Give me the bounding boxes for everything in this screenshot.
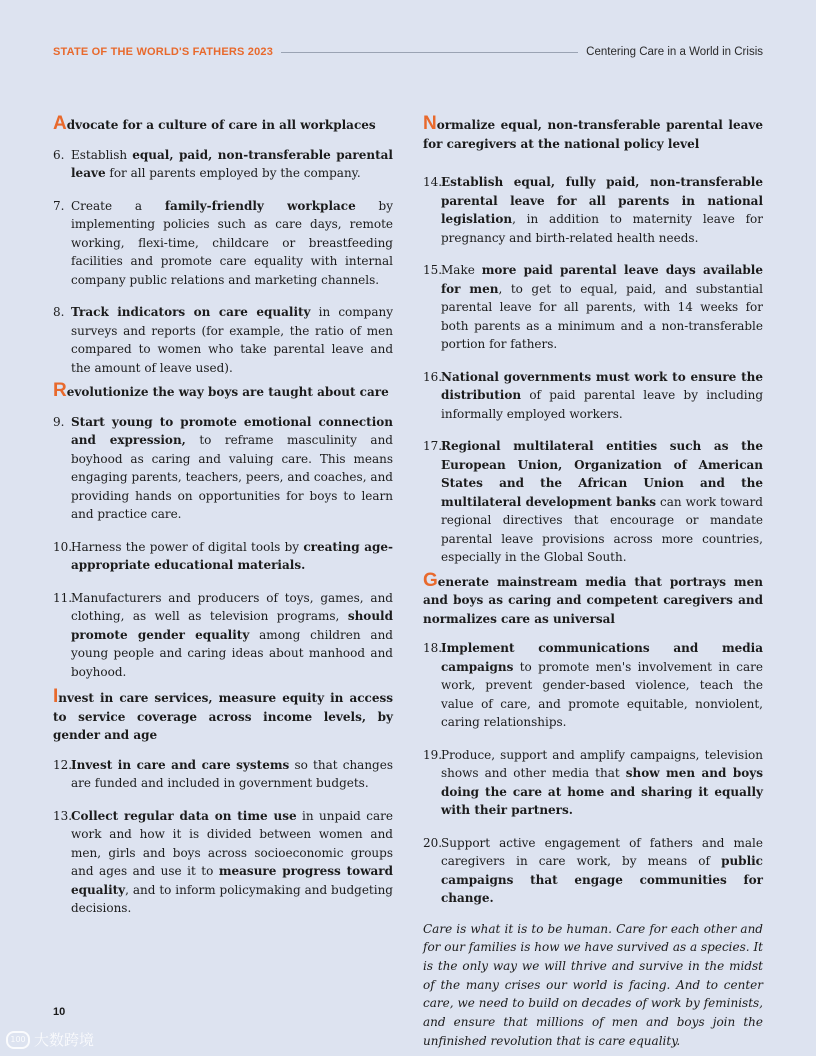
section-heading-generate: Generate mainstream media that portrays men and boys as caring and competent caregivers and normalizes care as universal <box>423 569 763 626</box>
recommendation-18: 18. Implement communications and media campaigns to promote men's involvement in care work, prevent gender-based violence, teach the value of care, and promote equitable, nonviolent, caring relationships. <box>423 641 763 729</box>
recommendation-list <box>53 756 393 918</box>
right-column <box>423 113 763 1050</box>
recommendation-11: 11. Manufacturers and producers of toys, games, and clothing, as well as television programs, should promote gender equality among children and young people and caring ideas about manhood and boyhood. <box>53 590 393 679</box>
report-title: STATE OF THE WORLD'S FATHERS 2023 <box>53 46 274 58</box>
section-heading-normalize: Normalize equal, non-transferable parental leave for caregivers at the national policy level <box>423 113 763 151</box>
recommendation-6: 6. Establish equal, paid, non-transferable parental leave for all parents employed by the company. <box>53 147 393 180</box>
header-divider <box>281 52 578 53</box>
recommendation-8: 8. Track indicators on care equality in company surveys and reports (for example, the ratio of men compared to women who take parental leave and the amount of leave used). <box>53 305 393 375</box>
watermark-text: 大数跨境 <box>34 1031 95 1049</box>
report-subtitle: Centering Care in a World in Crisis <box>586 46 763 58</box>
recommendation-9: 9. Start young to promote emotional connection and expression, to reframe masculinity and boyhood as caring and valuing care. This means engaging parents, teachers, peers, and coaches, and providing hands on opportunities for boys to learn and practice care. <box>53 414 393 521</box>
recommendation-19: 19. Produce, support and amplify campaigns, television shows and other media that show men and boys doing the care at home and sharing it equally with their partners. <box>423 747 763 817</box>
recommendation-14: 14. Establish equal, fully paid, non-transferable parental leave for all parents in national legislation, in addition to maternity leave for pregnancy and birth-related health needs. <box>423 175 763 245</box>
recommendation-7: 7. Create a family-friendly workplace by implementing policies such as care days, remote working, flexi-time, childcare or breastfeeding facilities and promote care equality with internal company public relations and marketing channels. <box>53 198 393 287</box>
recommendation-13: 13. Collect regular data on time use in unpaid care work and how it is divided between women and men, girls and boys across socioeconomic groups and ages and use it to measure progress toward equality, and to inform policymaking and budgeting decisions. <box>53 808 394 915</box>
watermark-logo-icon: 100 <box>6 1031 30 1049</box>
recommendation-list <box>53 413 393 682</box>
section-heading-revolutionize: Revolutionize the way boys are taught about care <box>53 380 389 401</box>
recommendation-12: 12. Invest in care and care systems so that changes are funded and included in government budgets. <box>53 757 393 790</box>
drop-cap: I <box>53 686 59 707</box>
page-header <box>53 44 763 60</box>
drop-cap: N <box>423 113 437 134</box>
left-column <box>53 113 394 932</box>
drop-cap: G <box>423 569 438 591</box>
recommendation-15: 15. Make more paid parental leave days available for men, to get to equal, paid, and substantial parental leave for all parents, with 14 weeks for both parents as a minimum and a non-transferable portion for fathers. <box>423 263 763 351</box>
recommendation-list <box>423 639 763 908</box>
recommendation-10: 10. Harness the power of digital tools by creating age-appropriate educational materials. <box>53 539 393 572</box>
recommendation-list <box>423 173 763 567</box>
recommendation-20: 20. Support active engagement of fathers and male caregivers in care work, by means of public campaigns that engage communities for change. <box>423 835 763 905</box>
closing-quote: Care is what it is to be human. Care for each other and for our families is how we have survived as a species. It is the only way we will thrive and survive in the midst of the many crises our world is facing. And to center care, we need to build on decades of work by feminists, and ensure that millions of men and boys join the unfinished revolution that is care equality. <box>423 921 763 1048</box>
recommendation-17: 17. Regional multilateral entities such as the European Union, Organization of American States and the African Union and the multilateral development banks can work toward regional directives that encourage or mandate parental leave provisions across more countries, especially in the Global South. <box>423 439 763 564</box>
drop-cap: A <box>53 113 67 134</box>
watermark <box>6 1029 94 1050</box>
section-heading-invest: Invest in care services, measure equity in access to service coverage across income levels, by gender and age <box>53 686 393 742</box>
drop-cap: R <box>53 380 67 401</box>
page-number: 10 <box>53 1006 66 1018</box>
section-heading-advocate: Advocate for a culture of care in all workplaces <box>53 113 376 134</box>
recommendation-list <box>53 146 393 378</box>
recommendation-16: 16. National governments must work to ensure the distribution of paid parental leave by including informally employed workers. <box>423 369 763 421</box>
